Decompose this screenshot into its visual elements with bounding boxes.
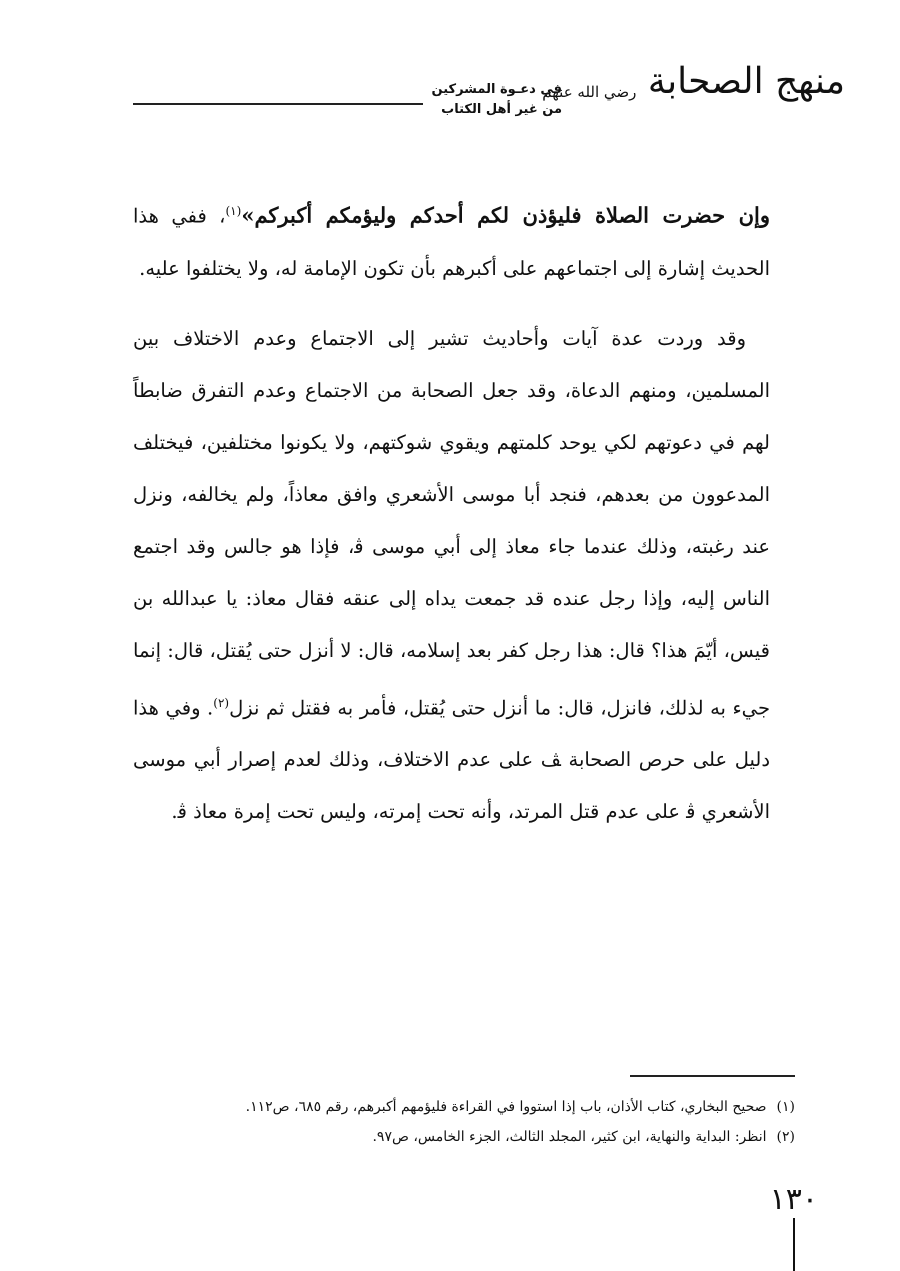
header-rule [133, 103, 423, 105]
logo-title: منهج الصحابة [647, 61, 845, 102]
page-header [0, 0, 900, 160]
footnote-text: صحيح البخاري، كتاب الأذان، باب إذا استووا في القراءة فليؤمهم أكبرهم، رقم ٦٨٥، ص١١٢. [245, 1099, 767, 1115]
paragraph-1-rest: ، ففي هذا الحديث إشارة إلى اجتماعهم على أكبرهم بأن تكون الإمامة له، ولا يختلفوا عليه. [133, 204, 770, 280]
footnote-1 [133, 1092, 795, 1122]
footnote-2 [133, 1122, 795, 1152]
page-edge-bar [793, 1218, 795, 1271]
book-title-logo [542, 62, 845, 102]
subtitle-line-2: من غير أهل الكتاب [441, 102, 562, 117]
paragraph-2 [133, 313, 770, 839]
subtitle-line-1: في دعـوة المشركين [431, 82, 562, 97]
footnote-text: انظر: البداية والنهاية، ابن كثير، المجلد الثالث، الجزء الخامس، ص٩٧. [372, 1129, 767, 1145]
paragraph-2-part-b: . وفي هذا دليل على حرص الصحابة ﭫ على عدم الاختلاف، وذلك لعدم إصرار أبي موسى الأشعري ﭬ على عدم قتل المرتد، وأنه تحت إمرته، وليس تحت إمرة معاذ ﭬ. [133, 696, 770, 823]
footnote-number: (٢) [776, 1129, 795, 1145]
paragraph-2-part-a: وقد وردت عدة آيات وأحاديث تشير إلى الاجتماع وعدم الاختلاف بين المسلمين، ومنهم الدعاة، وقد جعل الصحابة من الاجتماع وعدم التفرق ضابطاً لهم في دعوتهم لكي يوحد كلمتهم ويقوي شوكتهم، ولا يكونوا مختلفين، فيختلف المدعوون من بعدهم، فنجد أبا موسى الأشعري وافق معاذاً، ولم يخالفه، ونزل عند رغبته، وذلك عندما جاء معاذ إلى أبي موسى ﭬ، فإذا هو جالس وقد اجتمع الناس إليه، وإذا رجل عنده قد جمعت يداه إلى عنقه فقال معاذ: يا عبدالله بن قيس، أيّمَ هذا؟ قال: هذا رجل كفر بعد إسلامه، قال: لا أنزل حتى يُقتل، قال: إنما جيء به لذلك، فانزل، قال: ما أنزل حتى يُقتل، فأمر به فقتل ثم نزل [133, 326, 770, 719]
paragraph-1 [133, 185, 770, 295]
footnote-separator [630, 1075, 795, 1077]
hadith-quote: وإن حضرت الصلاة فليؤذن لكم أحدكم وليؤمكم أكبركم» [241, 202, 770, 228]
footnote-ref-2: (٢) [213, 695, 230, 710]
footnote-number: (١) [776, 1099, 795, 1115]
main-text [133, 185, 770, 838]
footnotes [133, 1092, 795, 1152]
footnote-ref-1: (١) [225, 204, 242, 218]
page-number: ١٣٠ [769, 1182, 818, 1217]
logo-honorific: رضي الله عنهم [542, 83, 637, 101]
